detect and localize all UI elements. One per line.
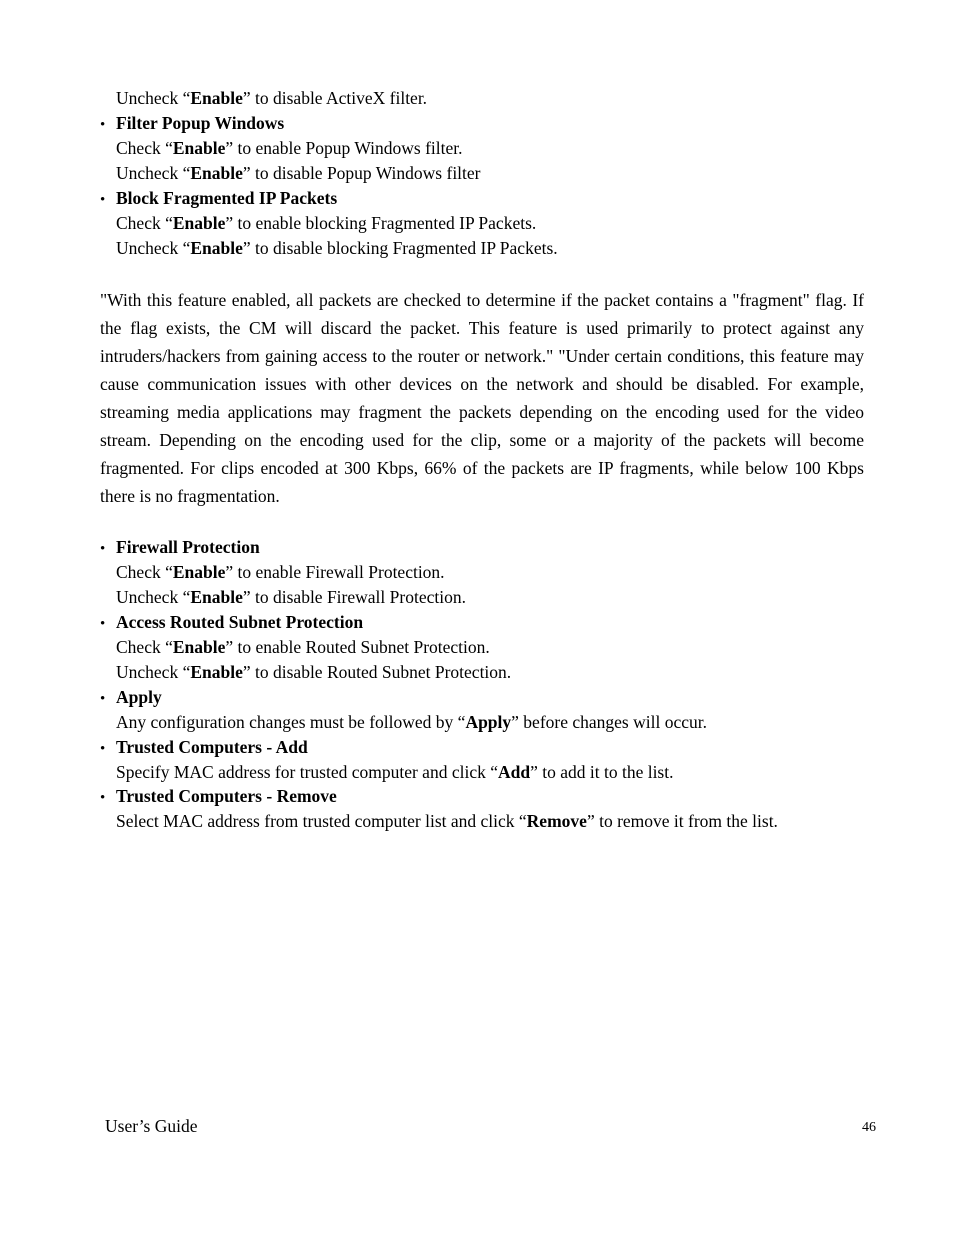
text-line: Check “Enable” to enable blocking Fragmented IP Packets.	[116, 213, 537, 233]
footer-title: User’s Guide	[105, 1116, 198, 1136]
bullet-icon: •	[100, 192, 106, 208]
bullet-heading-filter-popup: • Filter Popup Windows	[100, 113, 285, 133]
text-line: Select MAC address from trusted computer list and click “Remove” to remove it from the list.	[116, 811, 778, 831]
text-line: Check “Enable” to enable Routed Subnet Protection.	[116, 637, 490, 657]
bullet-heading-trusted-add: • Trusted Computers - Add	[100, 737, 308, 757]
text-line: Uncheck “Enable” to disable Firewall Protection.	[116, 587, 466, 607]
text-line: Specify MAC address for trusted computer and click “Add” to add it to the list.	[116, 762, 674, 782]
page-number: 46	[862, 1120, 876, 1135]
bullet-heading-firewall-protection: • Firewall Protection	[100, 537, 260, 557]
text-line: Check “Enable” to enable Popup Windows filter.	[116, 138, 463, 158]
body-paragraph: "With this feature enabled, all packets are checked to determine if the packet contains a "fragment" flag. If the flag exists, the CM will discard the packet. This feature is used primarily to protect against any intruders/hackers from gaining access to the router or network." "Under certain conditions, this feature may cause communication issues with other devices on the network and should be disabled. For example, streaming media applications may fragment the packets depending on the encoding used for the video stream. Depending on the encoding used for the clip, some or a majority of the packets will become fragmented. For clips encoded at 300 Kbps, 66% of the packets are IP fragments, while below 100 Kbps there is no fragmentation.	[100, 290, 864, 506]
bullet-heading-block-fragmented: • Block Fragmented IP Packets	[100, 188, 338, 208]
bullet-icon: •	[100, 117, 106, 133]
text-line: Uncheck “Enable” to disable blocking Fragmented IP Packets.	[116, 238, 558, 258]
text-line: Check “Enable” to enable Firewall Protection.	[116, 562, 445, 582]
bullet-icon: •	[100, 790, 106, 806]
bullet-heading-access-routed-subnet: • Access Routed Subnet Protection	[100, 612, 364, 632]
bullet-icon: •	[100, 741, 106, 757]
bullet-icon: •	[100, 541, 106, 557]
text-line: Any configuration changes must be followed by “Apply” before changes will occur.	[116, 712, 707, 732]
text-line: Uncheck “Enable” to disable Popup Windows filter	[116, 163, 481, 183]
bullet-heading-trusted-remove: • Trusted Computers - Remove	[100, 786, 337, 806]
bullet-heading-apply: • Apply	[100, 687, 162, 707]
text-line: Uncheck “Enable” to disable ActiveX filter.	[116, 88, 428, 108]
bullet-icon: •	[100, 691, 106, 707]
text-line: Uncheck “Enable” to disable Routed Subnet Protection.	[116, 662, 512, 682]
bullet-icon: •	[100, 616, 106, 632]
